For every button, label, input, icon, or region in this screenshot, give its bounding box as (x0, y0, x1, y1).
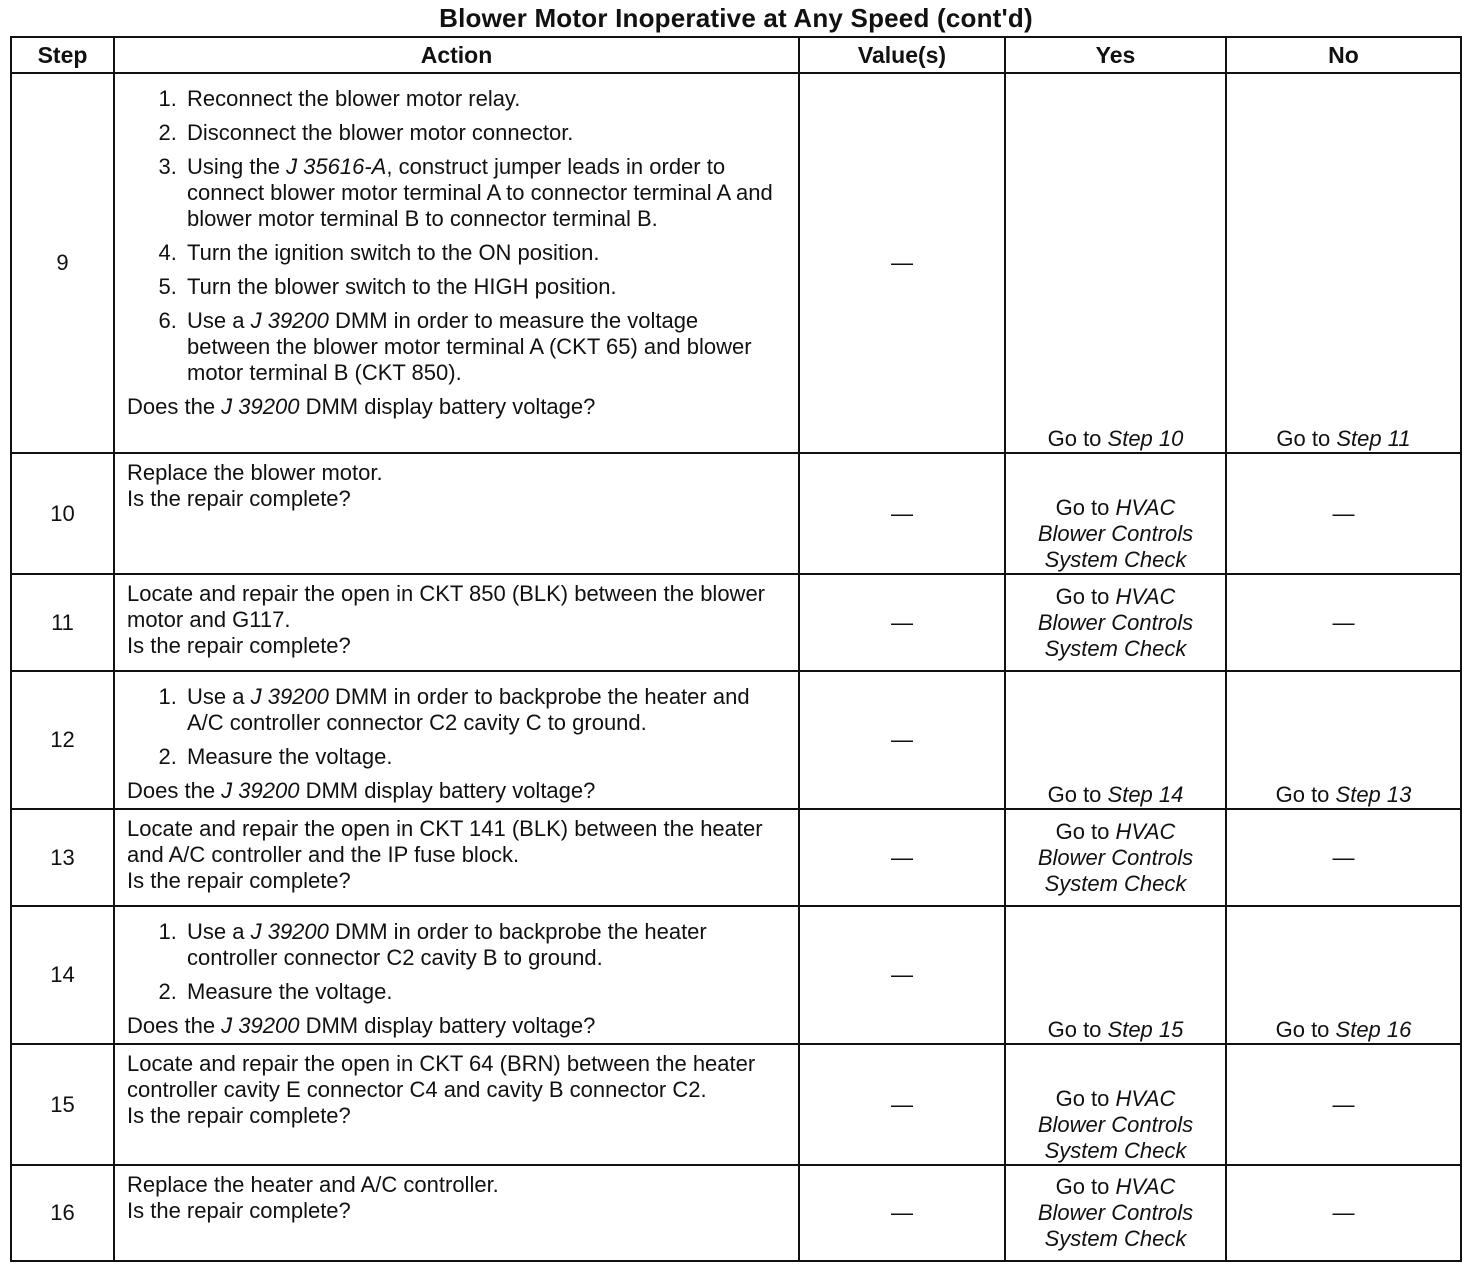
action-item: 1. Use a J 39200 DMM in order to backprobe the heater and A/C controller connector C2 cavity C to ground. (183, 684, 786, 736)
action-question: Does the J 39200 DMM display battery voltage? (127, 394, 596, 419)
action-item: 1. Reconnect the blower motor relay. (183, 86, 786, 112)
action-item: 2. Disconnect the blower motor connector. (183, 120, 786, 146)
value-cell: — (799, 809, 1005, 906)
table-row-step-9 (11, 73, 1461, 453)
action-question: Is the repair complete? (127, 633, 351, 658)
no-cell: Go to Step 11 (1226, 73, 1461, 453)
header-action: Action (114, 37, 799, 73)
action-text: Locate and repair the open in CKT 850 (BLK) between the blower motor and G117. (127, 581, 765, 632)
action-cell (114, 453, 799, 574)
hvac-link[interactable]: HVAC (1115, 818, 1176, 844)
step-number: 14 (11, 906, 114, 1044)
value-cell: — (799, 1165, 1005, 1261)
action-question: Does the J 39200 DMM display battery voltage? (127, 778, 596, 803)
yes-cell: Go to HVAC Blower Controls System Check (1005, 453, 1226, 574)
action-list (127, 919, 786, 1013)
no-cell: Go to Step 16 (1226, 906, 1461, 1044)
hvac-link[interactable]: HVAC (1115, 583, 1176, 609)
no-cell: — (1226, 453, 1461, 574)
table-header-row (11, 37, 1461, 73)
action-cell (114, 1044, 799, 1165)
step-number: 12 (11, 671, 114, 809)
value-cell: — (799, 671, 1005, 809)
action-question: Is the repair complete? (127, 1103, 351, 1128)
action-item: 6. Use a J 39200 DMM in order to measure the voltage between the blower motor terminal A (CKT 65) and blower motor terminal B (CKT 850). (183, 308, 786, 386)
value-cell: — (799, 73, 1005, 453)
step-link[interactable]: Step 16 (1335, 1017, 1412, 1042)
tool-name: J 39200 (221, 394, 300, 419)
tool-name: J 39200 (221, 778, 300, 803)
step-number: 11 (11, 574, 114, 671)
yes-cell: Go to Step 15 (1005, 906, 1226, 1044)
table-row-step-11 (11, 574, 1461, 671)
yes-cell: Go to HVAC Blower Controls System Check (1005, 809, 1226, 906)
step-number: 15 (11, 1044, 114, 1165)
action-question: Is the repair complete? (127, 868, 351, 893)
header-no: No (1226, 37, 1461, 73)
action-list (127, 86, 786, 394)
action-text: Locate and repair the open in CKT 141 (BLK) between the heater and A/C controller and the IP fuse block. (127, 816, 763, 867)
step-number: 16 (11, 1165, 114, 1261)
action-item: 2. Measure the voltage. (183, 744, 786, 770)
hvac-link[interactable]: HVAC (1115, 1174, 1176, 1199)
action-cell (114, 671, 799, 809)
step-number: 13 (11, 809, 114, 906)
step-number: 9 (11, 73, 114, 453)
table-row-step-13 (11, 809, 1461, 906)
action-item: 5. Turn the blower switch to the HIGH position. (183, 274, 786, 300)
step-link[interactable]: Step 10 (1107, 426, 1184, 451)
no-cell: — (1226, 1044, 1461, 1165)
table-row-step-16 (11, 1165, 1461, 1261)
action-item: 2. Measure the voltage. (183, 979, 786, 1005)
no-cell: — (1226, 809, 1461, 906)
header-yes: Yes (1005, 37, 1226, 73)
yes-cell: Go to Step 14 (1005, 671, 1226, 809)
value-cell: — (799, 906, 1005, 1044)
no-cell: — (1226, 574, 1461, 671)
tool-name: J 39200 (221, 1013, 300, 1038)
table-row-step-14 (11, 906, 1461, 1044)
action-item: 1. Use a J 39200 DMM in order to backprobe the heater controller connector C2 cavity B to ground. (183, 919, 786, 971)
value-cell: — (799, 574, 1005, 671)
action-text: Locate and repair the open in CKT 64 (BRN) between the heater controller cavity E connector C4 and cavity B connector C2. (127, 1051, 756, 1102)
action-cell (114, 574, 799, 671)
action-cell (114, 906, 799, 1044)
action-item: 4. Turn the ignition switch to the ON position. (183, 240, 786, 266)
tool-name: J 39200 (250, 308, 329, 333)
value-cell: — (799, 453, 1005, 574)
action-question: Does the J 39200 DMM display battery voltage? (127, 1013, 596, 1038)
header-step: Step (11, 37, 114, 73)
header-values: Value(s) (799, 37, 1005, 73)
step-link[interactable]: Step 15 (1107, 1017, 1184, 1042)
step-link[interactable]: Step 14 (1107, 782, 1184, 807)
action-question: Is the repair complete? (127, 1198, 351, 1223)
hvac-link[interactable]: HVAC (1115, 495, 1176, 520)
table-row-step-10 (11, 453, 1461, 574)
tool-name: J 35616-A (286, 154, 387, 179)
page-title: Blower Motor Inoperative at Any Speed (cont'd) (439, 3, 1033, 33)
hvac-link[interactable]: HVAC (1115, 1086, 1176, 1111)
action-cell (114, 73, 799, 453)
step-link[interactable]: Step 13 (1335, 782, 1412, 807)
action-question: Is the repair complete? (127, 486, 351, 511)
action-text: Replace the blower motor. (127, 460, 383, 485)
no-cell: Go to Step 13 (1226, 671, 1461, 809)
step-link[interactable]: Step 11 (1336, 426, 1411, 451)
tool-name: J 39200 (250, 684, 329, 709)
tool-name: J 39200 (250, 919, 329, 944)
action-list (127, 684, 786, 778)
yes-cell: Go to Step 10 (1005, 73, 1226, 453)
step-number: 10 (11, 453, 114, 574)
value-cell: — (799, 1044, 1005, 1165)
action-cell (114, 1165, 799, 1261)
table-row-step-15 (11, 1044, 1461, 1165)
yes-cell: Go to HVAC Blower Controls System Check (1005, 1044, 1226, 1165)
action-text: Replace the heater and A/C controller. (127, 1172, 499, 1197)
yes-cell: Go to HVAC Blower Controls System Check (1005, 1165, 1226, 1261)
action-cell (114, 809, 799, 906)
yes-cell: Go to HVAC Blower Controls System Check (1005, 574, 1226, 671)
action-item: 3. Using the J 35616-A, construct jumper leads in order to connect blower motor terminal A to connector terminal A and blower motor terminal B to connector terminal B. (183, 154, 786, 232)
no-cell: — (1226, 1165, 1461, 1261)
table-row-step-12 (11, 671, 1461, 809)
diagnostic-table (10, 36, 1462, 1262)
